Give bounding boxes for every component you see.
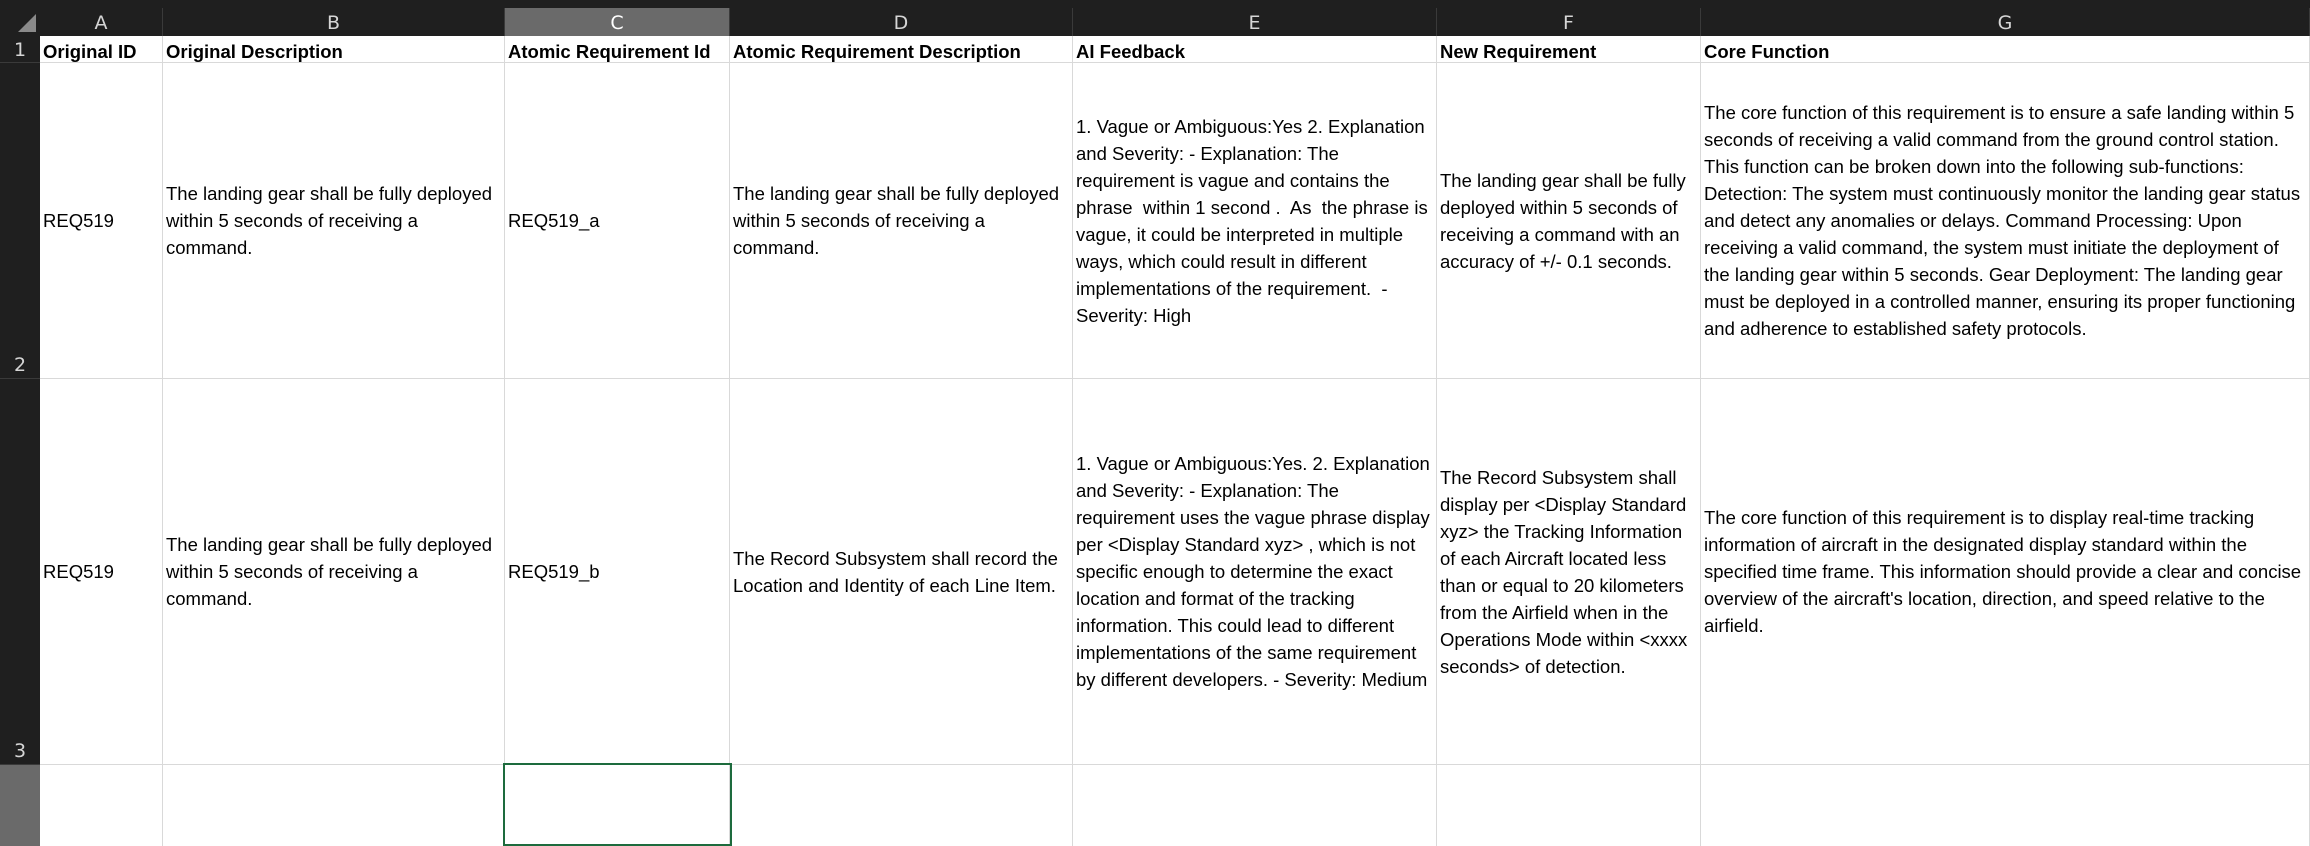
empty-cell[interactable] <box>40 765 163 846</box>
empty-cell[interactable] <box>1701 765 2310 846</box>
cell-atomic-requirement-description[interactable]: The Record Subsystem shall record the Location and Identity of each Line Item. <box>730 379 1073 765</box>
row-number: 2 <box>14 354 27 376</box>
cell-atomic-requirement-description[interactable]: The landing gear shall be fully deployed within 5 seconds of receiving a command. <box>730 63 1073 379</box>
row-number: 1 <box>14 39 27 61</box>
header-cell-original-id[interactable]: Original ID <box>40 36 163 63</box>
select-all-button[interactable] <box>0 8 40 36</box>
cell-atomic-requirement-id[interactable]: REQ519_b <box>505 379 730 765</box>
empty-cell[interactable] <box>163 765 505 846</box>
column-header-d[interactable]: D <box>730 8 1073 36</box>
cell-original-description[interactable]: The landing gear shall be fully deployed within 5 seconds of receiving a command. <box>163 379 505 765</box>
header-cell-atomic-requirement-id[interactable]: Atomic Requirement Id <box>505 36 730 63</box>
cell-core-function-text: The core function of this requirement is to ensure a safe landing within 5 seconds of receiving a valid command from the ground control station. This function can be broken down into the following sub-functions: Detection: The system must continuously monitor the landing gear status and detect any anomalies or delays. Command Processing: Upon receiving a valid command, the system must initiate the deployment of the landing gear within 5 seconds. Gear Deployment: The landing gear must be deployed in a controlled manner, ensuring its proper functioning and adherence to established safety protocols. <box>1704 102 2301 339</box>
cell-original-description[interactable]: The landing gear shall be fully deployed within 5 seconds of receiving a command. <box>163 63 505 379</box>
row-header-4[interactable] <box>0 765 40 846</box>
cell-core-function[interactable] <box>1701 379 2310 765</box>
column-header-a[interactable]: A <box>40 8 163 36</box>
column-header-g[interactable]: G <box>1701 8 2310 36</box>
empty-cell[interactable] <box>1073 765 1437 846</box>
header-cell-atomic-requirement-description[interactable]: Atomic Requirement Description <box>730 36 1073 63</box>
header-cell-core-function[interactable]: Core Function <box>1701 36 2310 63</box>
cell-original-id[interactable]: REQ519 <box>40 63 163 379</box>
cell-ai-feedback[interactable]: 1. Vague or Ambiguous:Yes. 2. Explanation and Severity: - Explanation: The requirement uses the vague phrase display per <Display Standard xyz> , which is not specific enough to determine the exact location and format of the tracking information. This could lead to different implementations of the same requirement by different developers. - Severity: Medium <box>1073 379 1437 765</box>
empty-cell[interactable] <box>1437 765 1701 846</box>
cell-original-id[interactable]: REQ519 <box>40 379 163 765</box>
row-header-3[interactable] <box>0 379 40 765</box>
cell-atomic-requirement-id[interactable]: REQ519_a <box>505 63 730 379</box>
cell-core-function-text: The core function of this requirement is to display real-time tracking information of aircraft in the designated display standard within the specified time frame. This information should provide a clear and concise overview of the aircraft's location, direction, and speed relative to the airfield. <box>1704 507 2302 636</box>
row-header-1[interactable] <box>0 36 40 63</box>
row-number: 3 <box>14 740 27 762</box>
header-cell-new-requirement[interactable]: New Requirement <box>1437 36 1701 63</box>
header-cell-ai-feedback[interactable]: AI Feedback <box>1073 36 1437 63</box>
row-header-2[interactable] <box>0 63 40 379</box>
active-cell-selection[interactable] <box>503 763 732 846</box>
cell-ai-feedback[interactable]: 1. Vague or Ambiguous:Yes 2. Explanation and Severity: - Explanation: The requirement is vague and contains the phrase within 1 second . As the phrase is vague, it could be interpreted in multiple ways, which could result in different implementations of the requirement. - Severity: High <box>1073 63 1437 379</box>
column-header-b[interactable]: B <box>163 8 505 36</box>
cell-new-requirement[interactable]: The landing gear shall be fully deployed within 5 seconds of receiving a command with an accuracy of +/- 0.1 seconds. <box>1437 63 1701 379</box>
empty-cell[interactable] <box>730 765 1073 846</box>
select-all-triangle-icon <box>18 14 36 32</box>
window-top-bar <box>0 0 2310 8</box>
column-header-c[interactable]: C <box>505 8 730 36</box>
column-header-f[interactable]: F <box>1437 8 1701 36</box>
cell-new-requirement[interactable]: The Record Subsystem shall display per <Display Standard xyz> the Tracking Information of each Aircraft located less than or equal to 20 kilometers from the Airfield when in the Operations Mode within <xxxx seconds> of detection. <box>1437 379 1701 765</box>
column-header-e[interactable]: E <box>1073 8 1437 36</box>
cell-core-function[interactable] <box>1701 63 2310 379</box>
header-cell-original-description[interactable]: Original Description <box>163 36 505 63</box>
